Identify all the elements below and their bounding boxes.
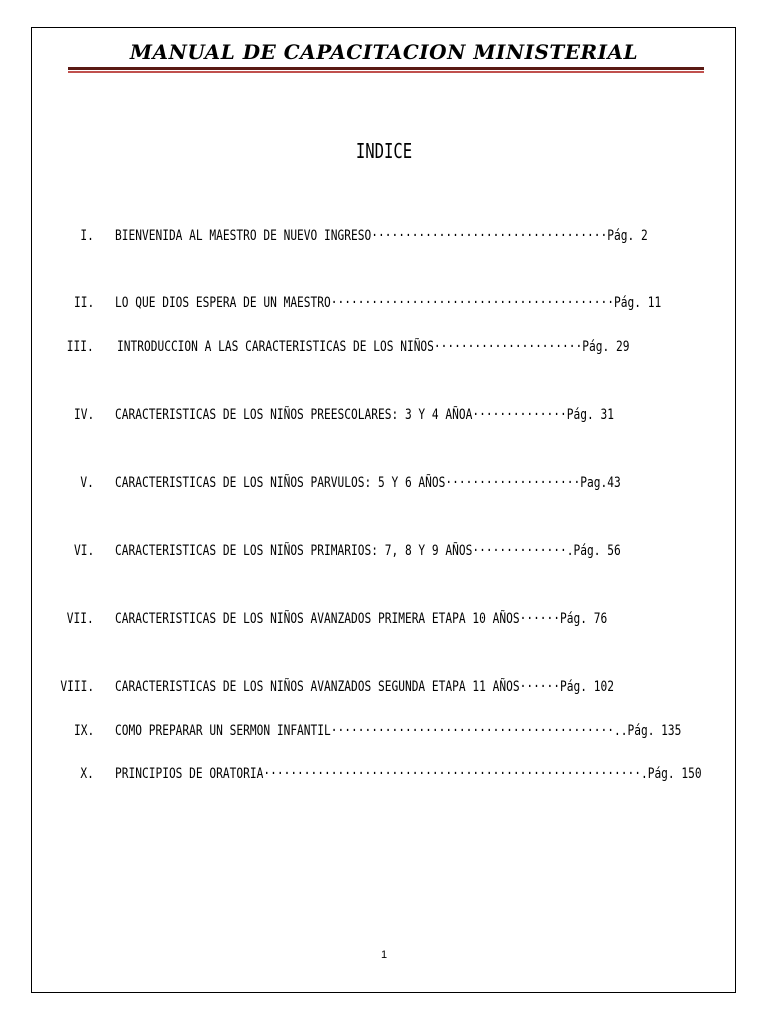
toc-entry-text: CARACTERISTICAS DE LOS NIÑOS AVANZADOS SEGUNDA ETAPA 11 AÑOS······Pág. 102 <box>115 679 614 695</box>
toc-entry-text: BIENVENIDA AL MAESTRO DE NUEVO INGRESO···································Pág. 2 <box>115 228 648 244</box>
toc-entry-5[interactable] <box>0 475 768 495</box>
toc-entry-6[interactable] <box>0 543 768 563</box>
toc-entry-9[interactable] <box>0 723 768 743</box>
toc-entry-text: PRINCIPIOS DE ORATORIA························································.Pág. 150 <box>115 766 702 782</box>
page-number: 1 <box>380 949 388 961</box>
toc-entry-7[interactable] <box>0 611 768 631</box>
toc-entry-2[interactable] <box>0 295 768 315</box>
toc-entry-10[interactable] <box>0 766 768 786</box>
toc-entry-text: CARACTERISTICAS DE LOS NIÑOS PRIMARIOS: 7, 8 Y 9 AÑOS··············.Pág. 56 <box>115 543 621 559</box>
toc-numeral: X. <box>80 766 94 782</box>
toc-numeral: VI. <box>73 543 94 559</box>
toc-numeral: III. <box>67 339 94 355</box>
toc-numeral: VIII. <box>60 679 94 695</box>
toc-entry-text: LO QUE DIOS ESPERA DE UN MAESTRO··········································Pág. 11 <box>115 295 662 311</box>
toc-entry-text: CARACTERISTICAS DE LOS NIÑOS AVANZADOS PRIMERA ETAPA 10 AÑOS······Pág. 76 <box>115 611 608 627</box>
toc-numeral: V. <box>80 475 94 491</box>
toc-entry-text: CARACTERISTICAS DE LOS NIÑOS PREESCOLARES: 3 Y 4 AÑOA··············Pág. 31 <box>115 407 614 423</box>
header-rule-accent <box>68 71 704 73</box>
toc-numeral: IV. <box>73 407 94 423</box>
toc-entry-8[interactable] <box>0 679 768 699</box>
toc-numeral: II. <box>73 295 94 311</box>
document-header-title: MANUAL DE CAPACITACION MINISTERIAL <box>129 40 639 64</box>
toc-entry-4[interactable] <box>0 407 768 427</box>
toc-entry-3[interactable] <box>0 339 768 359</box>
toc-entry-1[interactable] <box>0 228 768 248</box>
header-rule <box>68 67 704 70</box>
toc-entry-text: CARACTERISTICAS DE LOS NIÑOS PARVULOS: 5 Y 6 AÑOS····················Pag.43 <box>115 475 621 491</box>
toc-entry-text: INTRODUCCION A LAS CARACTERISTICAS DE LOS NIÑOS······················Pág. 29 <box>117 339 630 355</box>
page-border <box>31 27 736 993</box>
toc-entry-text: COMO PREPARAR UN SERMON INFANTIL··········································..Pág. 135 <box>115 723 682 739</box>
toc-numeral: IX. <box>73 723 94 739</box>
index-heading: INDICE <box>355 139 413 163</box>
toc-numeral: I. <box>80 228 94 244</box>
toc-numeral: VII. <box>67 611 94 627</box>
